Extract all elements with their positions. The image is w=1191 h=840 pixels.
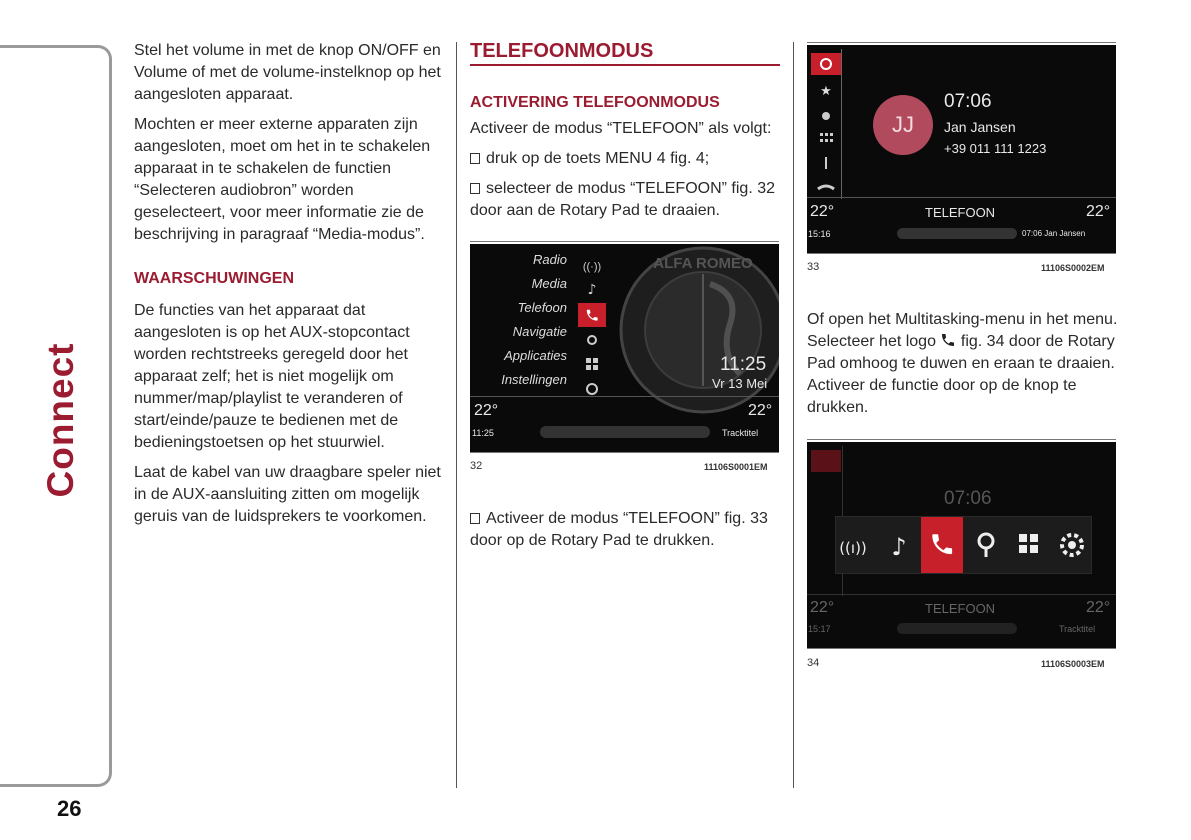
status-call: 07:06 Jan Jansen — [1022, 229, 1086, 238]
avatar: JJ — [873, 95, 933, 155]
status-clock: 15:16 — [808, 229, 831, 239]
side-icon-dim — [811, 450, 841, 472]
warnings-heading: WAARSCHUWINGEN — [134, 270, 294, 287]
menu-item-navigatie[interactable]: Navigatie — [512, 324, 567, 339]
status-track: Tracktitel — [1059, 624, 1096, 634]
svg-text:★: ★ — [820, 84, 832, 99]
list-item: druk op de toets MENU 4 fig. 4; — [470, 148, 780, 170]
temp-right: 22° — [1086, 203, 1111, 220]
svg-text:((·)): ((·)) — [582, 261, 602, 273]
menu-item-radio[interactable]: Radio — [533, 252, 567, 267]
figure-code: 11106S0002EM — [1041, 263, 1105, 273]
paragraph: Mochten er meer externe apparaten zijn aangesloten, moet om het in te schakelen apparaat in te schakelen de functien “Selecteren audiobron” worden geselecteert, voor meer informatie zie de beschrijving in paragraaf “Media-modus”. — [134, 116, 431, 243]
menu-item-applicaties[interactable]: Applicaties — [504, 348, 567, 363]
svg-text:♪: ♪ — [587, 282, 597, 298]
figure-number: 32 — [470, 460, 483, 472]
section-label: Connect — [40, 342, 81, 498]
figure-32-screen — [470, 244, 779, 452]
svg-text:ALFA ROMEO: ALFA ROMEO — [653, 255, 753, 272]
figure-rule — [470, 452, 779, 453]
paragraph: Laat de kabel van uw draagbare speler niet in de AUX-aansluiting zitten om mogelijk geruis van de luidsprekers te voorkomen. — [134, 464, 441, 525]
checkbox-bullet-icon — [470, 513, 480, 524]
screen-time-dim: 07:06 — [944, 488, 992, 509]
multitasking-menu — [835, 516, 1092, 574]
contact-name: Jan Jansen — [944, 119, 1016, 135]
screen-date: Vr 13 Mei — [712, 376, 768, 391]
preset-bar — [897, 623, 1017, 634]
status-clock: 11:25 — [472, 428, 494, 438]
status-clock: 15:17 — [808, 624, 831, 634]
figure-33-screen — [807, 45, 1116, 253]
menu-list — [470, 252, 567, 396]
screen-mode: TELEFOON — [925, 601, 996, 616]
temp-right: 22° — [1086, 599, 1111, 616]
menu-item-telefoon[interactable]: Telefoon — [517, 300, 567, 315]
checkbox-bullet-icon — [470, 153, 480, 164]
temp-right: 22° — [748, 402, 773, 419]
screen-mode: TELEFOON — [925, 205, 996, 220]
svg-text:♪: ♪ — [891, 533, 907, 561]
figure-code: 11106S0001EM — [704, 462, 768, 472]
status-track: Tracktitel — [722, 428, 759, 438]
list-item: selecteer de modus “TELEFOON” fig. 32 door aan de Rotary Pad te draaien. — [470, 180, 775, 219]
figure-34-screen — [807, 442, 1116, 648]
temp-left: 22° — [474, 402, 499, 419]
figure-rule — [807, 439, 1116, 440]
figure-rule — [470, 241, 779, 242]
paragraph: De functies van het apparaat dat aangesloten is op het AUX-stopcontact worden rechtstreeks geregeld door het apparaat zelf; het is niet mogelijk om nummer/map/playlist te veranderen of start/einde/pauze te bedienen met de bedieningstoetsen op het stuurwiel. — [134, 302, 410, 451]
section-title: TELEFOONMODUS — [470, 40, 780, 66]
figure-rule — [807, 42, 1116, 43]
paragraph: Of open het Multitasking-menu in het menu. Selecteer het logo fig. 34 door de Rotary Pad omhoog te duwen en eraan te draaien. Activeer de functie door op de knop te drukken. — [807, 311, 1118, 416]
preset-bar — [540, 426, 710, 438]
figure-rule — [807, 253, 1116, 254]
column-2 — [470, 40, 780, 230]
side-icon-column — [811, 53, 841, 213]
list-item: Activeer de modus “TELEFOON” fig. 33 door op de Rotary Pad te drukken. — [470, 510, 768, 549]
preset-bar — [897, 228, 1017, 239]
phone-icon — [940, 332, 956, 348]
figure-number: 34 — [807, 657, 820, 669]
figure-code: 11106S0003EM — [1041, 659, 1105, 669]
menu-item-media[interactable]: Media — [531, 276, 567, 291]
column-divider-2 — [793, 42, 794, 788]
temp-left: 22° — [810, 203, 835, 220]
menu-item-instellingen[interactable]: Instellingen — [501, 372, 567, 387]
column-1 — [134, 40, 444, 536]
paragraph: Activeer de modus “TELEFOON” als volgt: — [470, 120, 772, 137]
column-2-bottom — [470, 508, 780, 560]
figure-rule — [807, 648, 1116, 649]
paragraph: Stel het volume in met de knop ON/OFF en Volume of met de volume-instelknop op het aangesloten apparaat. — [134, 42, 441, 103]
checkbox-bullet-icon — [470, 183, 480, 194]
svg-text:((ı)): ((ı)) — [839, 539, 867, 557]
screen-time: 11:25 — [720, 354, 767, 375]
contact-phone: +39 011 111 1223 — [944, 141, 1047, 156]
menu-icon-column — [578, 254, 606, 399]
column-divider-1 — [456, 42, 457, 788]
screen-time: 07:06 — [944, 91, 992, 112]
figure-number: 33 — [807, 261, 820, 273]
subsection-title: ACTIVERING TELEFOONMODUS — [470, 94, 720, 111]
temp-left: 22° — [810, 599, 835, 616]
column-3-text — [807, 309, 1119, 427]
page-number: 26 — [57, 796, 82, 821]
